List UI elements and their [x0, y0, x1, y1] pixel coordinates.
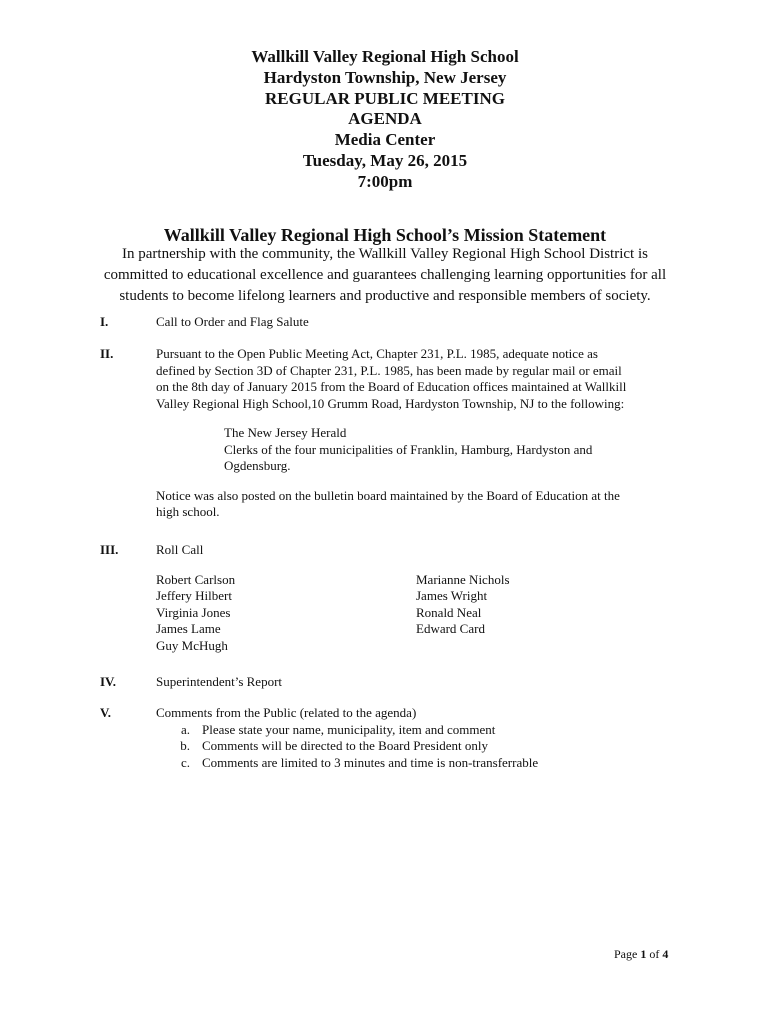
item-text-line: Pursuant to the Open Public Meeting Act, Chapter 231, P.L. 1985, adequate notice as [156, 346, 598, 361]
list-marker: a. [180, 721, 190, 737]
item-text: Comments from the Public (related to the agenda) [156, 705, 417, 720]
mission-line: students to become lifelong learners and productive and responsible members of society. [119, 288, 651, 304]
board-member-name: Guy McHugh [156, 637, 228, 653]
mission-title: Wallkill Valley Regional High School’s Mission Statement [163, 225, 607, 245]
roll-call-column-2 [416, 572, 510, 638]
board-member-name: Marianne Nichols [416, 571, 510, 587]
item-text: Roll Call [156, 542, 204, 557]
notice-posting [156, 488, 686, 521]
list-item-text: Comments are limited to 3 minutes and time is non-transferrable [202, 754, 539, 770]
item-text: Call to Order and Flag Salute [156, 314, 309, 329]
item-text: Superintendent’s Report [156, 674, 283, 689]
school-name: Wallkill Valley Regional High School [251, 47, 519, 66]
page-number [614, 947, 668, 962]
list-marker: c. [180, 754, 190, 770]
current-page: 1 [640, 947, 647, 961]
item-text-line: defined by Section 3D of Chapter 231, P.L. 1985, has been made by regular mail or email [156, 362, 622, 378]
board-member-name: Jeffery Hilbert [156, 588, 232, 603]
meeting-location: Media Center [334, 130, 436, 150]
agenda-label: AGENDA [348, 109, 422, 129]
page-prefix: Page [614, 947, 641, 961]
roll-call-list [156, 572, 686, 656]
recipient-line: Clerks of the four municipalities of Franklin, Hamburg, Hardyston and [224, 441, 593, 457]
item-number: V. [100, 705, 111, 720]
mission-statement [0, 244, 770, 307]
list-item [168, 738, 686, 755]
list-item [168, 755, 686, 772]
board-member-name: Virginia Jones [156, 604, 231, 620]
page-of: of [646, 947, 663, 961]
board-member-name: Edward Card [416, 621, 485, 636]
mission-line: In partnership with the community, the Wallkill Valley Regional High School District is [122, 246, 648, 262]
item-number: II. [100, 346, 114, 361]
total-pages: 4 [662, 947, 669, 961]
list-item [168, 722, 686, 739]
item-number: I. [100, 314, 109, 329]
notice-recipients [156, 425, 686, 475]
township-name: Hardyston Township, New Jersey [263, 67, 507, 87]
board-member-name: James Wright [416, 588, 488, 603]
roll-call-column-1 [156, 572, 235, 655]
list-item-text: Comments will be directed to the Board President only [202, 738, 488, 753]
board-member-name: Ronald Neal [416, 604, 482, 620]
meeting-date: Tuesday, May 26, 2015 [302, 150, 468, 170]
meeting-time: 7:00pm [357, 171, 413, 191]
list-item-text: Please state your name, municipality, item and comment [202, 721, 496, 737]
item-number: IV. [100, 674, 117, 689]
notice-line: high school. [156, 504, 220, 519]
mission-line: committed to educational excellence and guarantees challenging learning opportunities for all [103, 267, 667, 283]
board-member-name: Robert Carlson [156, 571, 236, 587]
item-number: III. [100, 542, 119, 557]
item-text-line: Valley Regional High School,10 Grumm Road, Hardyston Township, NJ to the following: [156, 395, 625, 411]
meeting-type: REGULAR PUBLIC MEETING [265, 88, 505, 108]
public-comment-rules [156, 722, 686, 772]
recipient-line: The New Jersey Herald [224, 425, 347, 440]
item-text-line: on the 8th day of January 2015 from the Board of Education offices maintained at Wallkill [156, 379, 627, 394]
board-member-name: James Lame [156, 621, 221, 636]
notice-line: Notice was also posted on the bulletin board maintained by the Board of Education at the [156, 487, 620, 503]
recipient-line: Ogdensburg. [224, 458, 291, 473]
list-marker: b. [180, 738, 190, 753]
document-header [0, 47, 770, 193]
